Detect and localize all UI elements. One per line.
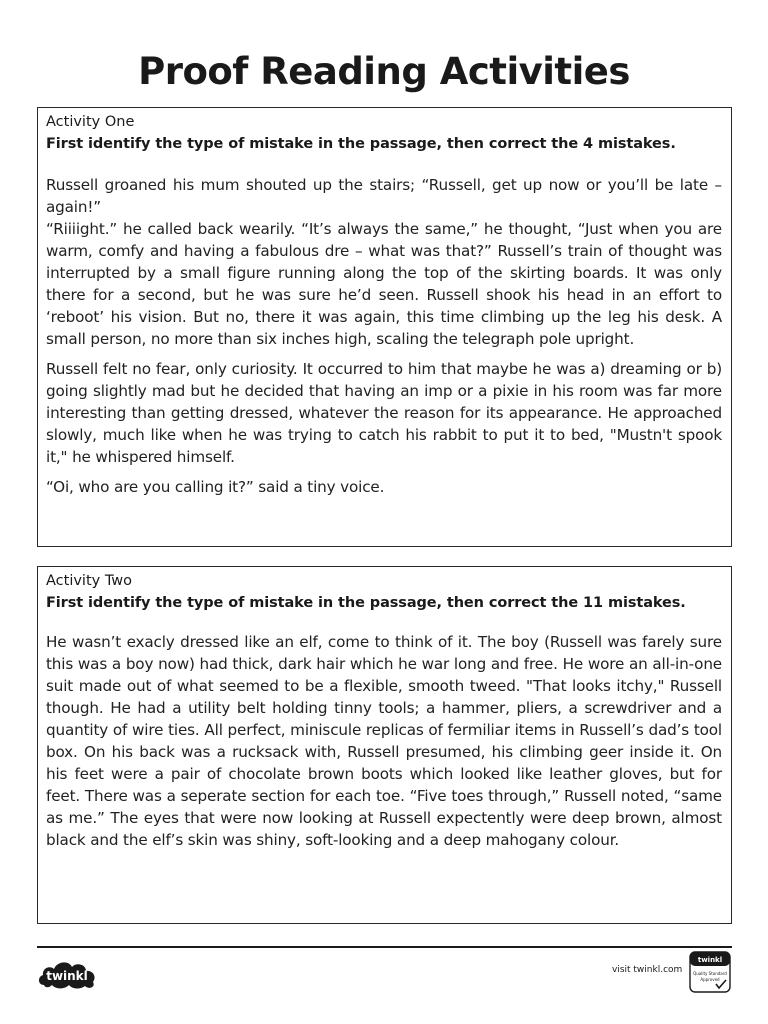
page-title: Proof Reading Activities (138, 50, 630, 93)
activity-two-paragraph: He wasn’t exacly dressed like an elf, come to think of it. The boy (Russell was farely sure this was a boy now) had thick, dark hair which he war long and free. He wore an all-in-one suit made out of what seemed to be a flexible, smooth tweed. "That looks itchy," Russell though. He had a utility belt holding tinny tools; a hammer, pliers, a screwdriver and a quantity of wire ties. All perfect, miniscule replicas of fermiliar items in Russell’s dad’s tool box. On his back was a rucksack with, Russell presumed, his climbing geer inside it. On his feet were a pair of chocolate brown boots which looked like leather gloves, but for feet. There was a seperate section for each toe. “Five toes through,” Russell noted, “same as me.” The eyes that were now looking at Russell expectently were deep brown, almost black and the elf’s skin was shiny, soft-looking and a deep mahogany colour. (46, 633, 722, 849)
badge-brand: twinkl (697, 956, 723, 964)
visit-website-text: visit twinkl.com (612, 965, 683, 975)
activity-one-heading: Activity One (46, 114, 135, 130)
activity-one-paragraph: Russell felt no fear, only curiosity. It occurred to him that maybe he was a) dreaming or b) going slightly mad but he decided that having an imp or a pixie in his room was far more interesting than getting dressed, whatever the reason for its appearance. He approached slowly, much like when he was trying to catch his rabbit to put it to bed, "Mustn't spook it," he whispered himself. (46, 360, 722, 466)
activity-one-box (37, 107, 732, 547)
logo-text: twinkl (46, 969, 88, 983)
twinkl-logo (36, 955, 98, 991)
activity-one-paragraph: “Riiiight.” he called back wearily. “It’s always the same,” he thought, “Just when you are warm, comfy and having a fabulous dre – what was that?” Russell’s train of thought was interrupted by a small figure running along the top of the skirting boards. It was only there for a second, but he was sure he’d seen. Russell shook his head in an effort to ‘reboot’ his vision. But no, there it was again, this time climbing up the leg his desk. A small person, no more than six inches high, scaling the telegraph pole upright. (46, 220, 722, 348)
activity-two-box (37, 566, 732, 924)
activity-two-instruction: First identify the type of mistake in the passage, then correct the 11 mistakes. (46, 595, 686, 611)
badge-line-2: Approved (700, 977, 720, 982)
badge-line-1: Quality Standard (693, 971, 727, 976)
activity-one-instruction: First identify the type of mistake in the passage, then correct the 4 mistakes. (46, 136, 676, 152)
quality-standard-badge-icon (689, 951, 731, 993)
footer-divider (37, 946, 732, 948)
activity-two-heading: Activity Two (46, 573, 133, 589)
activity-one-paragraph: Russell groaned his mum shouted up the stairs; “Russell, get up now or you’ll be late – again!” (46, 176, 722, 216)
activity-one-paragraph: “Oi, who are you calling it?” said a tiny voice. (46, 478, 385, 496)
